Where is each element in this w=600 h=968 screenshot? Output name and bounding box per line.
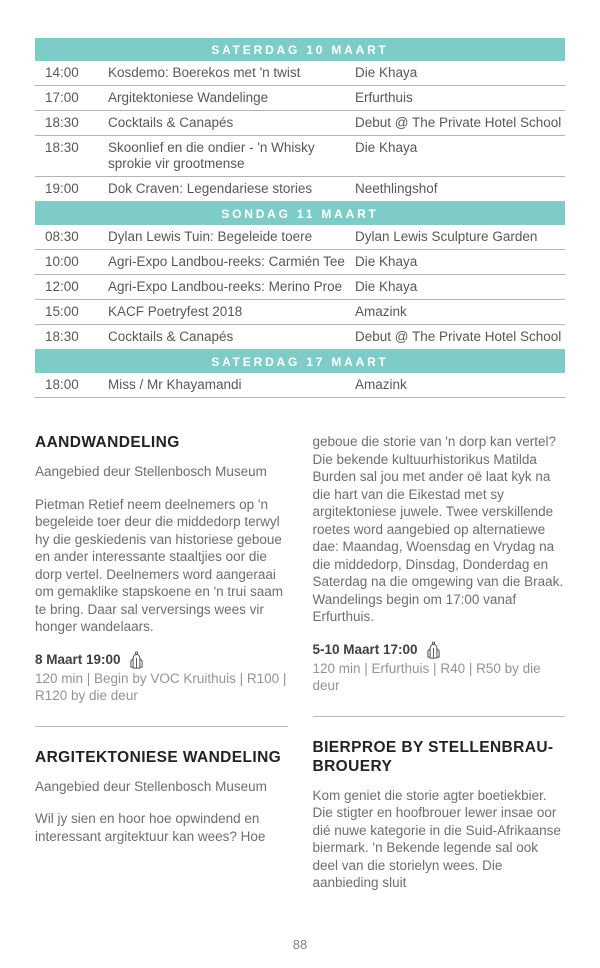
- event-name: Miss / Mr Khayamandi: [108, 377, 242, 392]
- article-paragraph: Wil jy sien en hoor hoe opwindend en interessant argitektuur kan wees? Hoe: [35, 811, 266, 844]
- event-datetime-text: 5-10 Maart 17:00: [312, 642, 418, 658]
- event-name: Cocktails & Canapés: [108, 115, 234, 130]
- event-name: Agri-Expo Landbou-reeks: Merino Proe: [108, 279, 343, 294]
- section-divider: [35, 726, 288, 727]
- article-heading: ARGITEKTONIESE WANDELING: [35, 748, 282, 766]
- event-name: Kosdemo: Boerekos met 'n twist: [108, 65, 301, 80]
- event-name: KACF Poetryfest 2018: [108, 304, 243, 319]
- event-name: Dylan Lewis Tuin: Begeleide toere: [108, 229, 313, 244]
- event-venue: Debut @ The Private Hotel School: [355, 115, 562, 130]
- event-name: Cocktails & Canapés: [108, 329, 234, 344]
- schedule-row: [35, 300, 565, 325]
- event-time: 08:30: [45, 229, 79, 244]
- event-venue: Amazink: [355, 304, 407, 319]
- event-time: 10:00: [45, 254, 79, 269]
- event-datetime: [313, 641, 566, 660]
- schedule-row: [35, 111, 565, 136]
- event-time: 14:00: [45, 65, 79, 80]
- event-venue: Die Khaya: [355, 279, 418, 294]
- event-venue: Die Khaya: [355, 65, 418, 80]
- event-venue: Die Khaya: [355, 140, 418, 155]
- event-venue: Die Khaya: [355, 254, 418, 269]
- article-subtitle: Aangebied deur Stellenbosch Museum: [35, 778, 267, 794]
- column-left: [35, 433, 288, 907]
- article-paragraph: geboue die storie van 'n dorp kan vertel? Die bekende kultuurhistorikus Matilda Burden sal jou met ander oë laat kyk na die hart van die Eikestad met sy argitektoniese juwele. Twee verskillende roetes word aangebied op alternatiewe dae: Maandag, Woensdag en Vrydag na die middedorp, Dinsdag, Donderdag en Saterdag na die omgewing van die Braak. Wandelings begin om 17:00 vanaf Erfurthuis.: [312, 434, 564, 624]
- event-name: Argitektoniese Wandelinge: [108, 90, 269, 105]
- event-time: 18:30: [45, 140, 79, 155]
- event-venue: Amazink: [355, 377, 407, 392]
- article-heading: BIERPROE BY STELLENBRAU-BROUERY: [312, 738, 554, 775]
- event-details: 120 min | Erfurthuis | R40 | R50 by die deur: [312, 660, 541, 693]
- event-venue: Neethlingshof: [355, 181, 438, 196]
- page-number: 88: [292, 937, 308, 952]
- article-heading: AANDWANDELING: [35, 434, 180, 451]
- schedule-row: [35, 86, 565, 111]
- event-time: 18:30: [45, 329, 79, 344]
- article-columns: [35, 433, 565, 907]
- article-paragraph: Kom geniet die storie agter boetiekbier. Die stigter en hoofbrouer lewer insae oor dié nuwe kategorie in die Suid-Afrikaanse biermark. 'n Bekende legende sal ook deel van die storielyn wees. Die aanbieding sluit: [312, 787, 561, 890]
- schedule-row: [35, 225, 565, 250]
- day-header: SATERDAG 17 MAART: [35, 350, 565, 373]
- event-time: 12:00: [45, 279, 79, 294]
- day-header: SONDAG 11 MAART: [35, 202, 565, 225]
- schedule-row: [35, 250, 565, 275]
- event-venue: Dylan Lewis Sculpture Garden: [355, 229, 538, 244]
- schedule-row: [35, 373, 565, 398]
- event-time: 18:00: [45, 377, 79, 392]
- event-time: 18:30: [45, 115, 79, 130]
- event-name: Agri-Expo Landbou-reeks: Carmién Tee: [108, 254, 345, 269]
- schedule-row: [35, 275, 565, 300]
- event-venue: Debut @ The Private Hotel School: [355, 329, 562, 344]
- event-time: 19:00: [45, 181, 79, 196]
- event-datetime: [35, 651, 288, 670]
- event-name: Skoonlief en die ondier - 'n Whisky sprokie vir grootmense: [108, 140, 315, 171]
- article-paragraph: Pietman Retief neem deelnemers op 'n begeleide toer deur die middedorp terwyl hy die geskiedenis van historiese geboue en ander interessante staaltjies oor die dorp vertel. Deelnemers word aangeraai om gemaklike stapskoene en 'n trui saam te bring. Daar sal verversings wees vir honger wandelaars.: [35, 496, 283, 634]
- event-time: 15:00: [45, 304, 79, 319]
- schedule-row: [35, 325, 565, 350]
- section-divider: [313, 716, 566, 717]
- column-right: [313, 433, 566, 907]
- event-venue: Erfurthuis: [355, 90, 413, 105]
- jacket-icon: [425, 641, 442, 660]
- jacket-icon: [128, 651, 145, 670]
- schedule-row: [35, 177, 565, 202]
- schedule-row: [35, 61, 565, 86]
- schedule-row: [35, 136, 565, 177]
- event-details: 120 min | Begin by VOC Kruithuis | R100 | R120 by die deur: [35, 670, 287, 703]
- event-datetime-text: 8 Maart 19:00: [35, 652, 121, 668]
- event-time: 17:00: [45, 90, 79, 105]
- day-header: SATERDAG 10 MAART: [35, 38, 565, 61]
- article-subtitle: Aangebied deur Stellenbosch Museum: [35, 464, 267, 479]
- event-name: Dok Craven: Legendariese stories: [108, 181, 313, 196]
- schedule-table: [35, 38, 565, 398]
